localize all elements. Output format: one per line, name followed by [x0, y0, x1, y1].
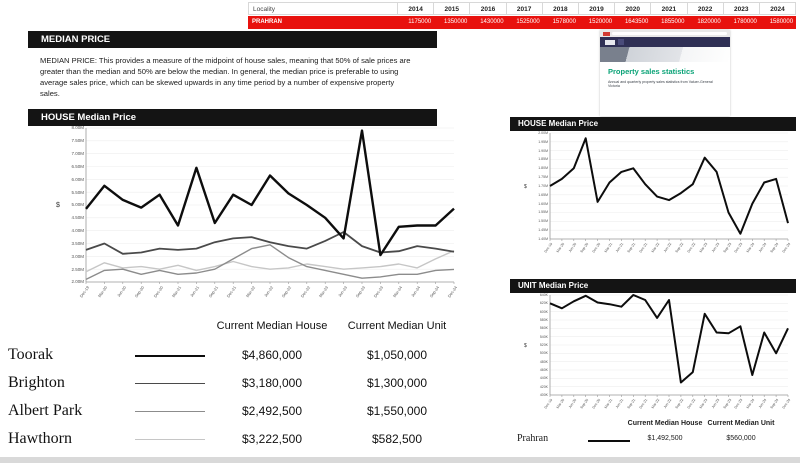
x-axis-tick: Mar-23 — [317, 285, 330, 299]
plot-area — [550, 133, 788, 239]
right-house-chart-header: HOUSE Median Price — [510, 117, 796, 131]
median-price-section-header: MEDIAN PRICE — [28, 31, 437, 48]
y-axis-tick: 480K — [539, 359, 548, 364]
x-axis-tick: Sep-24 — [769, 242, 780, 254]
prahran-house-chart — [524, 130, 796, 265]
y-axis-tick: 1.85M — [538, 157, 548, 162]
median-unit-value: $1,550,000 — [366, 404, 428, 418]
y-axis-tick: 3.00M — [71, 253, 84, 259]
browser-tab-icon — [603, 32, 610, 36]
x-axis-tick: Jun-22 — [262, 285, 275, 298]
x-axis-tick: Dec-24 — [446, 285, 459, 299]
legend-row-albert-park — [6, 398, 468, 426]
y-axis-tick: 6.50M — [71, 163, 84, 169]
x-axis-tick: Dec-22 — [686, 398, 697, 410]
y-axis-tick: 1.40M — [538, 236, 548, 241]
legend-header-row — [6, 320, 468, 342]
median-house-value: $2,492,500 — [241, 404, 303, 418]
x-axis-tick: Jun-20 — [567, 398, 578, 410]
x-axis-tick: Mar-22 — [650, 242, 661, 254]
year-header-cell[interactable]: 2020 — [615, 2, 651, 15]
y-axis-tick: 1.55M — [538, 210, 548, 215]
year-header-cell[interactable]: 2021 — [651, 2, 687, 15]
x-axis-tick: Sep-21 — [626, 242, 637, 254]
median-value-cell[interactable]: 1430000 — [480, 19, 504, 25]
x-axis-tick: Mar-21 — [603, 398, 613, 410]
x-axis-tick: Jun-23 — [336, 285, 348, 298]
y-axis-tick: 420K — [539, 384, 548, 389]
x-axis-tick: Mar-24 — [745, 398, 756, 410]
y-axis-tick: 1.90M — [538, 148, 548, 153]
house-median-price-chart — [56, 125, 460, 310]
x-axis-tick: Dec-23 — [372, 285, 385, 299]
legend-row-brighton — [6, 370, 468, 398]
median-value-cell[interactable]: 1520000 — [588, 19, 613, 25]
x-axis-tick: Sep-20 — [579, 398, 589, 410]
y-axis-tick: 2.00M — [71, 279, 84, 285]
y-axis-tick: 580K — [539, 317, 548, 322]
x-axis-tick: Jun-21 — [615, 398, 625, 410]
y-axis-tick: 2.50M — [71, 266, 84, 272]
suburb-legend-table — [6, 320, 468, 454]
x-axis-tick: Dec-20 — [591, 398, 601, 410]
x-axis-tick: Dec-19 — [543, 242, 554, 254]
locality-table — [248, 2, 796, 29]
website-body — [600, 62, 730, 89]
x-axis-tick: Sep-23 — [354, 285, 367, 299]
year-header-cell[interactable]: 2015 — [434, 2, 470, 15]
median-value-cell[interactable]: 1578000 — [552, 19, 576, 25]
y-axis-tick: 1.75M — [538, 175, 548, 180]
median-unit-value: $1,300,000 — [366, 376, 428, 390]
plot-area — [86, 128, 454, 282]
website-logo — [605, 40, 615, 45]
x-axis-tick: Dec-21 — [638, 242, 649, 254]
website-banner-stripe — [600, 47, 730, 62]
y-axis-tick: 600K — [539, 309, 548, 314]
median-unit-value: $582,500 — [371, 432, 423, 446]
median-value-cell[interactable]: 1643500 — [624, 19, 649, 25]
website-emblem-icon — [618, 39, 624, 45]
x-axis-tick: Dec-24 — [781, 242, 792, 254]
x-axis-tick: Mar-24 — [745, 242, 756, 254]
median-value-cell[interactable]: 1525000 — [516, 19, 540, 25]
x-axis-tick: Jun-20 — [115, 285, 127, 298]
x-axis-tick: Mar-23 — [698, 242, 708, 254]
brighton-line-swatch — [135, 383, 205, 384]
x-axis-tick: Sep-23 — [722, 398, 732, 410]
y-axis-tick: 1.95M — [538, 139, 548, 144]
website-subtext: Annual and quarterly property sales statistics from Valuer-General Victoria — [608, 79, 713, 89]
y-axis-tick: 1.65M — [538, 192, 548, 197]
y-axis-tick: 460K — [539, 367, 548, 372]
x-axis-tick: Jun-21 — [189, 285, 201, 298]
x-axis-tick: Dec-22 — [686, 242, 697, 254]
y-axis-label: $ — [56, 201, 60, 209]
prahran-data-row — [248, 16, 796, 29]
x-axis-tick: Jun-20 — [567, 242, 578, 254]
suburb-name: Albert Park — [8, 402, 83, 419]
x-axis-tick: Sep-20 — [579, 242, 589, 254]
year-header-cell[interactable]: 2018 — [543, 2, 579, 15]
y-axis-tick: 1.45M — [538, 228, 548, 233]
x-axis-tick: Sep-20 — [133, 285, 146, 299]
x-axis-tick: Mar-20 — [555, 398, 566, 410]
y-axis-tick: 7.50M — [71, 138, 84, 144]
browser-url-bar — [612, 32, 727, 35]
suburb-name: Brighton — [8, 374, 65, 391]
x-axis-tick: Dec-20 — [152, 285, 164, 299]
y-axis-tick: 440K — [539, 376, 548, 381]
year-header-cell[interactable]: 2014 — [398, 2, 434, 15]
x-axis-tick: Dec-24 — [781, 398, 792, 410]
x-axis-tick: Mar-22 — [650, 398, 661, 410]
x-axis-tick: Jun-24 — [758, 398, 768, 410]
y-axis-tick: 8.00M — [71, 125, 84, 131]
website-nav-bar — [600, 37, 730, 47]
x-axis-tick: Sep-24 — [428, 285, 440, 299]
y-axis-tick: 5.50M — [71, 189, 84, 195]
right-unit-chart-header: UNIT Median Price — [510, 279, 796, 293]
window-bottom-edge — [0, 457, 800, 463]
median-price-description: MEDIAN PRICE: This provides a measure of the midpoint of house sales, meaning that 50% of sale prices are greater than the median and 50% are below the median. In general, the median price is preferable to using average sales price, which can be skewed upwards in any time period by a number of expensive property sales. — [40, 56, 411, 98]
browser-chrome-bar — [600, 30, 730, 37]
x-axis-tick: Dec-21 — [638, 398, 649, 410]
x-axis-tick: Dec-20 — [591, 242, 601, 254]
median-house-value: $3,222,500 — [241, 432, 303, 446]
year-header-cell[interactable]: 2017 — [507, 2, 543, 15]
x-axis-tick: Mar-21 — [170, 285, 183, 299]
x-axis-tick: Mar-24 — [391, 285, 403, 299]
y-axis-tick: 3.50M — [71, 240, 84, 246]
x-axis-tick: Sep-24 — [769, 398, 780, 410]
prahran-legend-row — [505, 433, 797, 447]
median-house-value: $1,492,500 — [647, 435, 683, 442]
y-axis-tick: 560K — [539, 326, 548, 331]
median-unit-value: $560,000 — [726, 435, 756, 442]
y-axis-tick: 540K — [539, 334, 548, 339]
median-value-cell[interactable]: 1350000 — [444, 19, 468, 25]
x-axis-tick: Mar-20 — [555, 242, 566, 254]
toorak-line-swatch — [135, 355, 205, 357]
prahran-line-swatch — [588, 440, 630, 442]
year-header-cell[interactable]: 2022 — [688, 2, 724, 15]
y-axis-tick: 520K — [539, 342, 548, 347]
column-header-current-median-unit: Current Median Unit — [707, 420, 775, 427]
x-axis-tick: Jun-23 — [710, 398, 720, 410]
y-axis-tick: 1.80M — [538, 166, 548, 171]
median-value-cell[interactable]: 1780000 — [733, 19, 757, 25]
x-axis-tick: Sep-21 — [626, 398, 637, 410]
column-header-current-median-house: Current Median House — [216, 320, 328, 332]
y-axis-label: $ — [524, 342, 527, 349]
year-header-cell[interactable]: 2023 — [724, 2, 760, 15]
x-axis-tick: Dec-19 — [543, 398, 554, 410]
column-header-current-median-house: Current Median House — [627, 420, 703, 427]
x-axis-tick: Dec-19 — [78, 285, 91, 299]
x-axis-tick: Sep-22 — [280, 285, 293, 299]
suburb-name: Hawthorn — [8, 430, 72, 447]
x-axis-tick: Jun-24 — [410, 285, 422, 298]
y-axis-tick: 1.50M — [538, 219, 548, 224]
prahran-unit-chart — [524, 292, 796, 421]
website-heading: Property sales statistics — [608, 67, 695, 76]
prahran-label-cell[interactable]: PRAHRAN — [252, 19, 282, 25]
y-axis-tick: 400K — [539, 392, 548, 397]
column-header-current-median-unit: Current Median Unit — [347, 320, 447, 332]
y-axis-tick: 500K — [539, 351, 548, 356]
albert-park-line-swatch — [135, 411, 205, 412]
y-axis-tick: 4.00M — [71, 228, 84, 233]
median-unit-value: $1,050,000 — [366, 348, 428, 362]
median-house-value: $3,180,000 — [241, 376, 303, 390]
y-axis-tick: 640K — [539, 292, 548, 297]
year-header-cell[interactable]: 2024 — [760, 2, 796, 15]
x-axis-tick: Dec-23 — [733, 242, 744, 254]
x-axis-tick: Sep-22 — [674, 398, 685, 410]
x-axis-tick: Dec-23 — [733, 398, 744, 410]
x-axis-tick: Jun-24 — [758, 242, 768, 254]
median-value-cell[interactable]: 1855000 — [661, 19, 685, 25]
x-axis-tick: Sep-22 — [674, 242, 685, 254]
x-axis-tick: Dec-21 — [225, 285, 238, 299]
legend-row-hawthorn — [6, 426, 468, 454]
year-cells — [398, 2, 796, 15]
house-chart-header: HOUSE Median Price — [28, 109, 437, 126]
plot-area — [550, 295, 788, 395]
x-axis-tick: Sep-21 — [207, 285, 219, 299]
median-value-cells — [398, 16, 796, 29]
y-axis-tick: 7.00M — [71, 151, 84, 156]
legend-row-toorak — [6, 342, 468, 370]
y-axis-tick: 5.00M — [71, 202, 84, 208]
x-axis-tick: Jun-23 — [710, 242, 720, 254]
year-header-row — [248, 2, 796, 15]
x-axis-tick: Jun-22 — [662, 398, 673, 410]
y-axis-tick: 1.70M — [538, 183, 548, 188]
x-axis-tick: Sep-23 — [722, 242, 732, 254]
year-header-cell[interactable]: 2019 — [579, 2, 615, 15]
locality-header-cell[interactable]: Locality — [248, 2, 398, 15]
x-axis-tick: Mar-23 — [698, 398, 708, 410]
x-axis-tick: Jun-22 — [662, 242, 673, 254]
suburb-name: Prahran — [517, 433, 549, 444]
suburb-name: Toorak — [8, 346, 54, 363]
median-value-cell[interactable]: 1175000 — [408, 19, 432, 25]
y-axis-tick: 4.50M — [71, 215, 84, 221]
x-axis-tick: Mar-20 — [97, 285, 109, 299]
x-axis-tick: Dec-22 — [299, 285, 311, 299]
median-house-value: $4,860,000 — [241, 348, 303, 362]
median-value-cell[interactable]: 1820000 — [697, 19, 721, 25]
prahran-legend-header — [505, 420, 797, 433]
x-axis-tick: Mar-21 — [603, 242, 613, 254]
year-header-cell[interactable]: 2016 — [470, 2, 506, 15]
prahran-legend-table — [505, 420, 797, 447]
property-sales-website-thumbnail — [600, 30, 730, 116]
x-axis-tick: Jun-21 — [615, 242, 625, 254]
y-axis-tick: 6.00M — [71, 176, 84, 182]
y-axis-label: $ — [524, 183, 527, 190]
y-axis-tick: 620K — [539, 301, 548, 306]
y-axis-tick: 2.00M — [538, 130, 548, 135]
hawthorn-line-swatch — [135, 439, 205, 440]
x-axis-tick: Mar-22 — [244, 285, 256, 299]
median-value-cell[interactable]: 1580000 — [769, 19, 794, 25]
y-axis-tick: 1.60M — [538, 201, 548, 206]
